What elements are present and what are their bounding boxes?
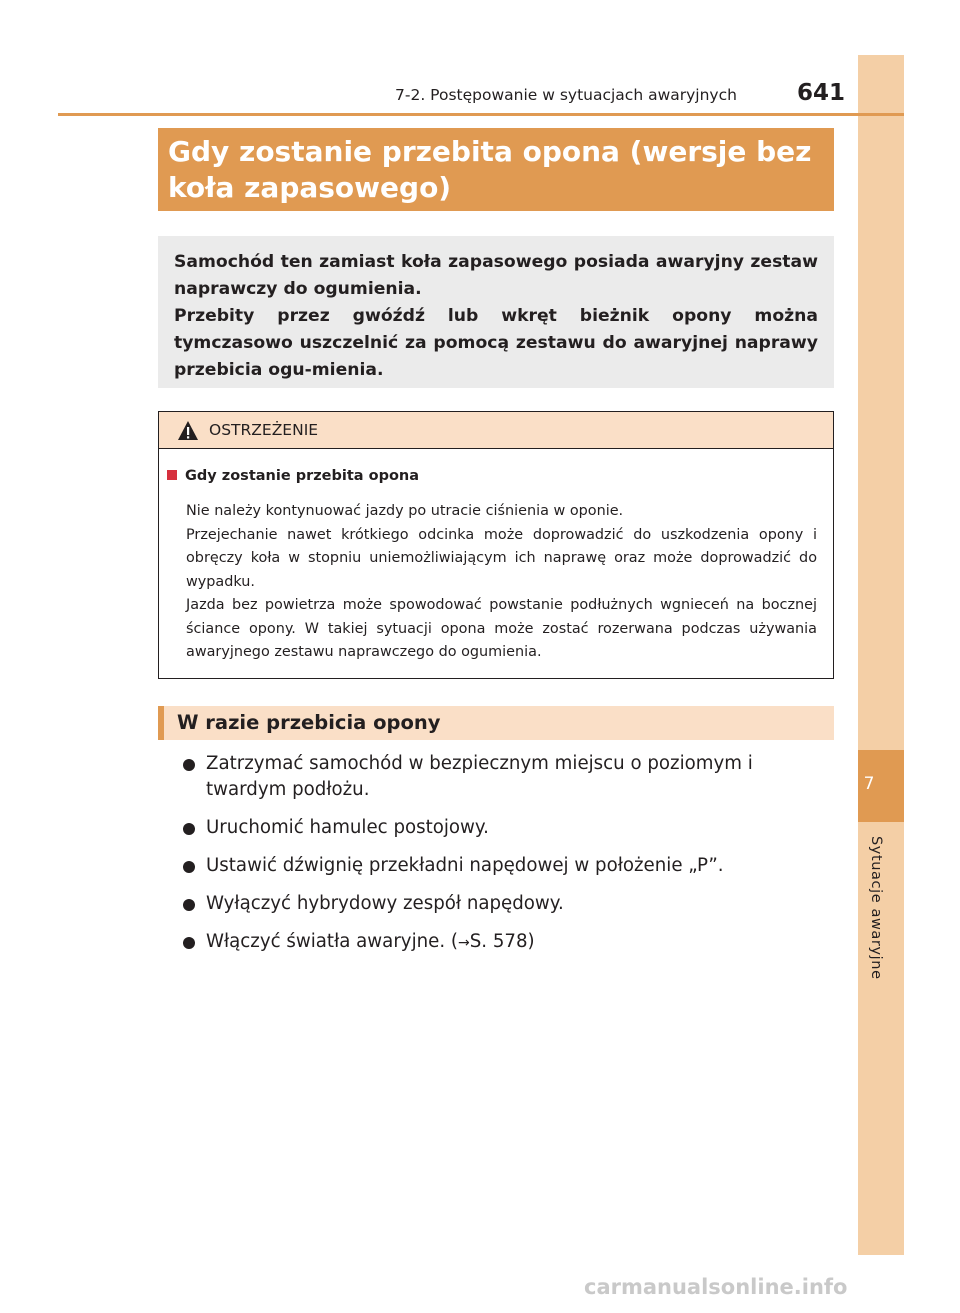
step-text: Uruchomić hamulec postojowy. — [206, 817, 489, 838]
step-text: Ustawić dźwignię przekładni napędowej w położenie „P”. — [206, 855, 724, 876]
intro-box — [158, 236, 834, 388]
warning-paragraph-1: Nie należy kontynuować jazdy po utracie ciśnienia w oponie. — [186, 503, 624, 519]
chapter-number: 7 — [863, 774, 875, 794]
step-text: Wyłączyć hybrydowy zespół napędowy. — [206, 893, 564, 914]
side-tab-strip — [858, 55, 904, 1255]
intro-paragraph-2: Przebity przez gwóźdź lub wkręt bieżnik opony można tymczasowo uszczelnić za pomocą zestawu do awaryjnej naprawy przebicia ogu-mienia. — [174, 306, 818, 380]
page-number: 641 — [797, 80, 846, 106]
intro-paragraph-1: Samochód ten zamiast koła zapasowego posiada awaryjny zestaw naprawczy do ogumienia. — [174, 252, 818, 299]
bullet-dot-icon — [183, 899, 195, 911]
arrow-right-icon: → — [458, 935, 470, 951]
header-rule — [58, 113, 904, 116]
section-subheading — [158, 706, 834, 740]
chapter-tab[interactable] — [858, 750, 904, 822]
subheading-text: W razie przebicia opony — [177, 711, 441, 734]
warning-heading-text: Gdy zostanie przebita opona — [185, 468, 420, 484]
step-text: Zatrzymać samochód w bezpiecznym miejscu o poziomym i twardym podłożu. — [206, 753, 753, 800]
page-title: Gdy zostanie przebita opona (wersje bez koła zapasowego) — [168, 135, 812, 204]
bullet-dot-icon — [183, 759, 195, 771]
warning-subheading — [167, 468, 419, 484]
list-item — [183, 929, 835, 956]
page-reference-link[interactable]: S. 578) — [469, 931, 535, 952]
header-section-title: 7-2. Postępowanie w sytuacjach awaryjnych — [395, 86, 737, 104]
warning-box — [158, 411, 834, 679]
list-item — [183, 853, 835, 879]
warning-paragraph-3: Jazda bez powietrza może spowodować powstanie podłużnych wgnieceń na bocznej ściance opony. W takiej sytuacji opona może zostać rozerwana podczas używania awaryjnego zestawu naprawczego do ogumienia. — [186, 597, 817, 660]
steps-list — [183, 751, 835, 968]
chapter-title: Sytuacje awaryjne — [868, 836, 884, 980]
list-item — [183, 815, 835, 841]
bullet-dot-icon — [183, 861, 195, 873]
warning-header — [159, 412, 833, 449]
bullet-dot-icon — [183, 937, 195, 949]
list-item — [183, 751, 835, 803]
warning-triangle-icon — [177, 420, 199, 442]
square-bullet-icon — [167, 470, 177, 480]
warning-label: OSTRZEŻENIE — [209, 421, 319, 439]
title-banner — [158, 128, 834, 211]
watermark: carmanualsonline.info — [584, 1275, 848, 1299]
step-text: Włączyć światła awaryjne. ( — [206, 931, 458, 952]
list-item — [183, 891, 835, 917]
warning-body — [186, 500, 817, 665]
bullet-dot-icon — [183, 823, 195, 835]
warning-paragraph-2: Przejechanie nawet krótkiego odcinka może doprowadzić do uszkodzenia opony i obręczy koła w stopniu uniemożliwiającym ich naprawę oraz może doprowadzić do wypadku. — [186, 526, 817, 590]
